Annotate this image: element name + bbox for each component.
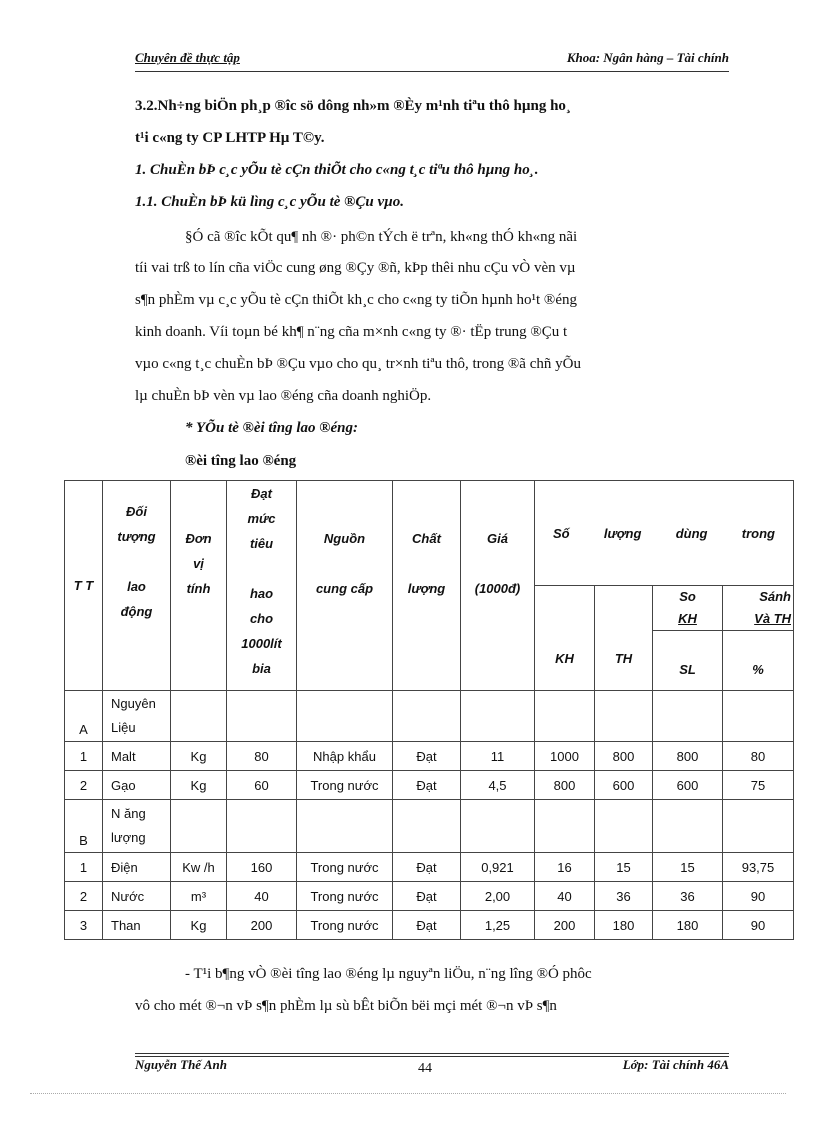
table-row: 2 Gạo Kg 60 Trong nước Đạt 4,5 800 600 600 75 — [65, 771, 794, 800]
paragraph-line: §Ó cã ®îc kÕt qu¶ nh ®· ph©n tÝch ë trªn, kh«ng thÓ kh«ng nãi — [185, 229, 578, 245]
table-header-row — [65, 481, 794, 586]
heading-1: 1. ChuÈn bÞ c¸c yÕu tè cÇn thiÕt cho c«ng t¸c tiªu thô hµng ho¸. — [135, 162, 539, 178]
header-pct: % — [723, 631, 794, 691]
page-footer — [135, 1057, 729, 1077]
header-th: TH — [595, 586, 653, 691]
paragraph-line: lµ chuÈn bÞ vèn vµ lao ®éng cña doanh nghiÖp. — [135, 388, 432, 404]
closing-line: - T¹i b¶ng vÒ ®èi tîng lao ®éng lµ nguyªn liÖu, n¨ng lîng ®Ó phôc — [185, 966, 592, 982]
header-sl: SL — [653, 631, 723, 691]
heading-1-1: 1.1. ChuÈn bÞ kü lìng c¸c yÕu tè ®Çu vµo. — [135, 194, 405, 210]
footer-author: Nguyễn Thế Anh — [135, 1057, 227, 1072]
footer-rule — [135, 1053, 729, 1054]
header-compare-th: Sánh Và TH — [723, 586, 794, 631]
header-kh: KH — [535, 586, 595, 691]
paragraph-line: vµo c«ng t¸c chuÈn bÞ ®Çu vµo cho qu¸ tr×nh tiªu thô, trong ®ã chñ yÕu — [135, 356, 581, 372]
header-norm: Đạt mức tiêu hao cho 1000lít bia — [227, 481, 297, 691]
header-left: Chuyên đề thực tập — [135, 50, 240, 65]
table-row: 1 Malt Kg 80 Nhập khẩu Đạt 11 1000 800 800 80 — [65, 742, 794, 771]
group-label: N ăng lượng — [103, 800, 171, 853]
header-price: Giá (1000đ) — [461, 481, 535, 691]
table-row: 1 Điện Kw /h 160 Trong nước Đạt 0,921 16 15 15 93,75 — [65, 853, 794, 882]
header-tt: T T — [65, 481, 103, 691]
header-quality: Chất lượng — [393, 481, 461, 691]
subheading: * YÕu tè ®èi tîng lao ®éng: — [185, 420, 358, 436]
header-unit: Đơn vị tính — [171, 481, 227, 691]
header-right: Khoa: Ngân hàng – Tài chính — [566, 50, 729, 65]
closing-line: vô cho mét ®¬n vÞ s¶n phÈm lµ sù bÊt biÕn bëi mçi mét ®¬n vÞ s¶n — [135, 998, 557, 1014]
footer-class: Lớp: Tài chính 46A — [622, 1057, 729, 1072]
table-row: 2 Nước m³ 40 Trong nước Đạt 2,00 40 36 36 90 — [65, 882, 794, 911]
table-caption: ®èi tîng lao ®éng — [185, 453, 297, 469]
paragraph-line: kinh doanh. Víi toµn bé kh¶ n¨ng cña m×nh c«ng ty ®· tËp trung ®Çu t — [135, 324, 568, 340]
header-rule — [135, 71, 729, 72]
paragraph-line: tíi vai trß to lín cña viÖc cung øng ®Çy ®ñ, kÞp thêi nhu cÇu vÒ vèn vµ — [135, 260, 576, 276]
group-code: B — [65, 800, 103, 853]
header-source: Nguồn cung cấp — [297, 481, 393, 691]
table-row: 3 Than Kg 200 Trong nước Đạt 1,25 200 180 180 90 — [65, 911, 794, 940]
group-label: Nguyên Liệu — [103, 691, 171, 742]
paragraph-line: s¶n phÈm vµ c¸c yÕu tè cÇn thiÕt kh¸c cho c«ng ty tiÕn hµnh ho¹t ®éng — [135, 292, 577, 308]
resource-table — [64, 480, 794, 940]
page-bottom-border — [30, 1093, 786, 1094]
header-object: Đối tượng lao động — [103, 481, 171, 691]
section-title-line-2: t¹i c«ng ty CP LHTP Hµ T©y. — [135, 130, 325, 146]
table-group-row — [65, 691, 794, 742]
header-quantity: Số lượng dùng trong — [535, 481, 794, 586]
table-group-row — [65, 800, 794, 853]
page-number: 44 — [418, 1061, 432, 1076]
group-code: A — [65, 691, 103, 742]
page-header — [135, 50, 729, 70]
header-compare-kh: So KH — [653, 586, 723, 631]
section-title-line-1: 3.2.Nh÷ng biÖn ph¸p ®îc sö dông nh»m ®Èy m¹nh tiªu thô hµng ho¸ — [135, 98, 571, 114]
